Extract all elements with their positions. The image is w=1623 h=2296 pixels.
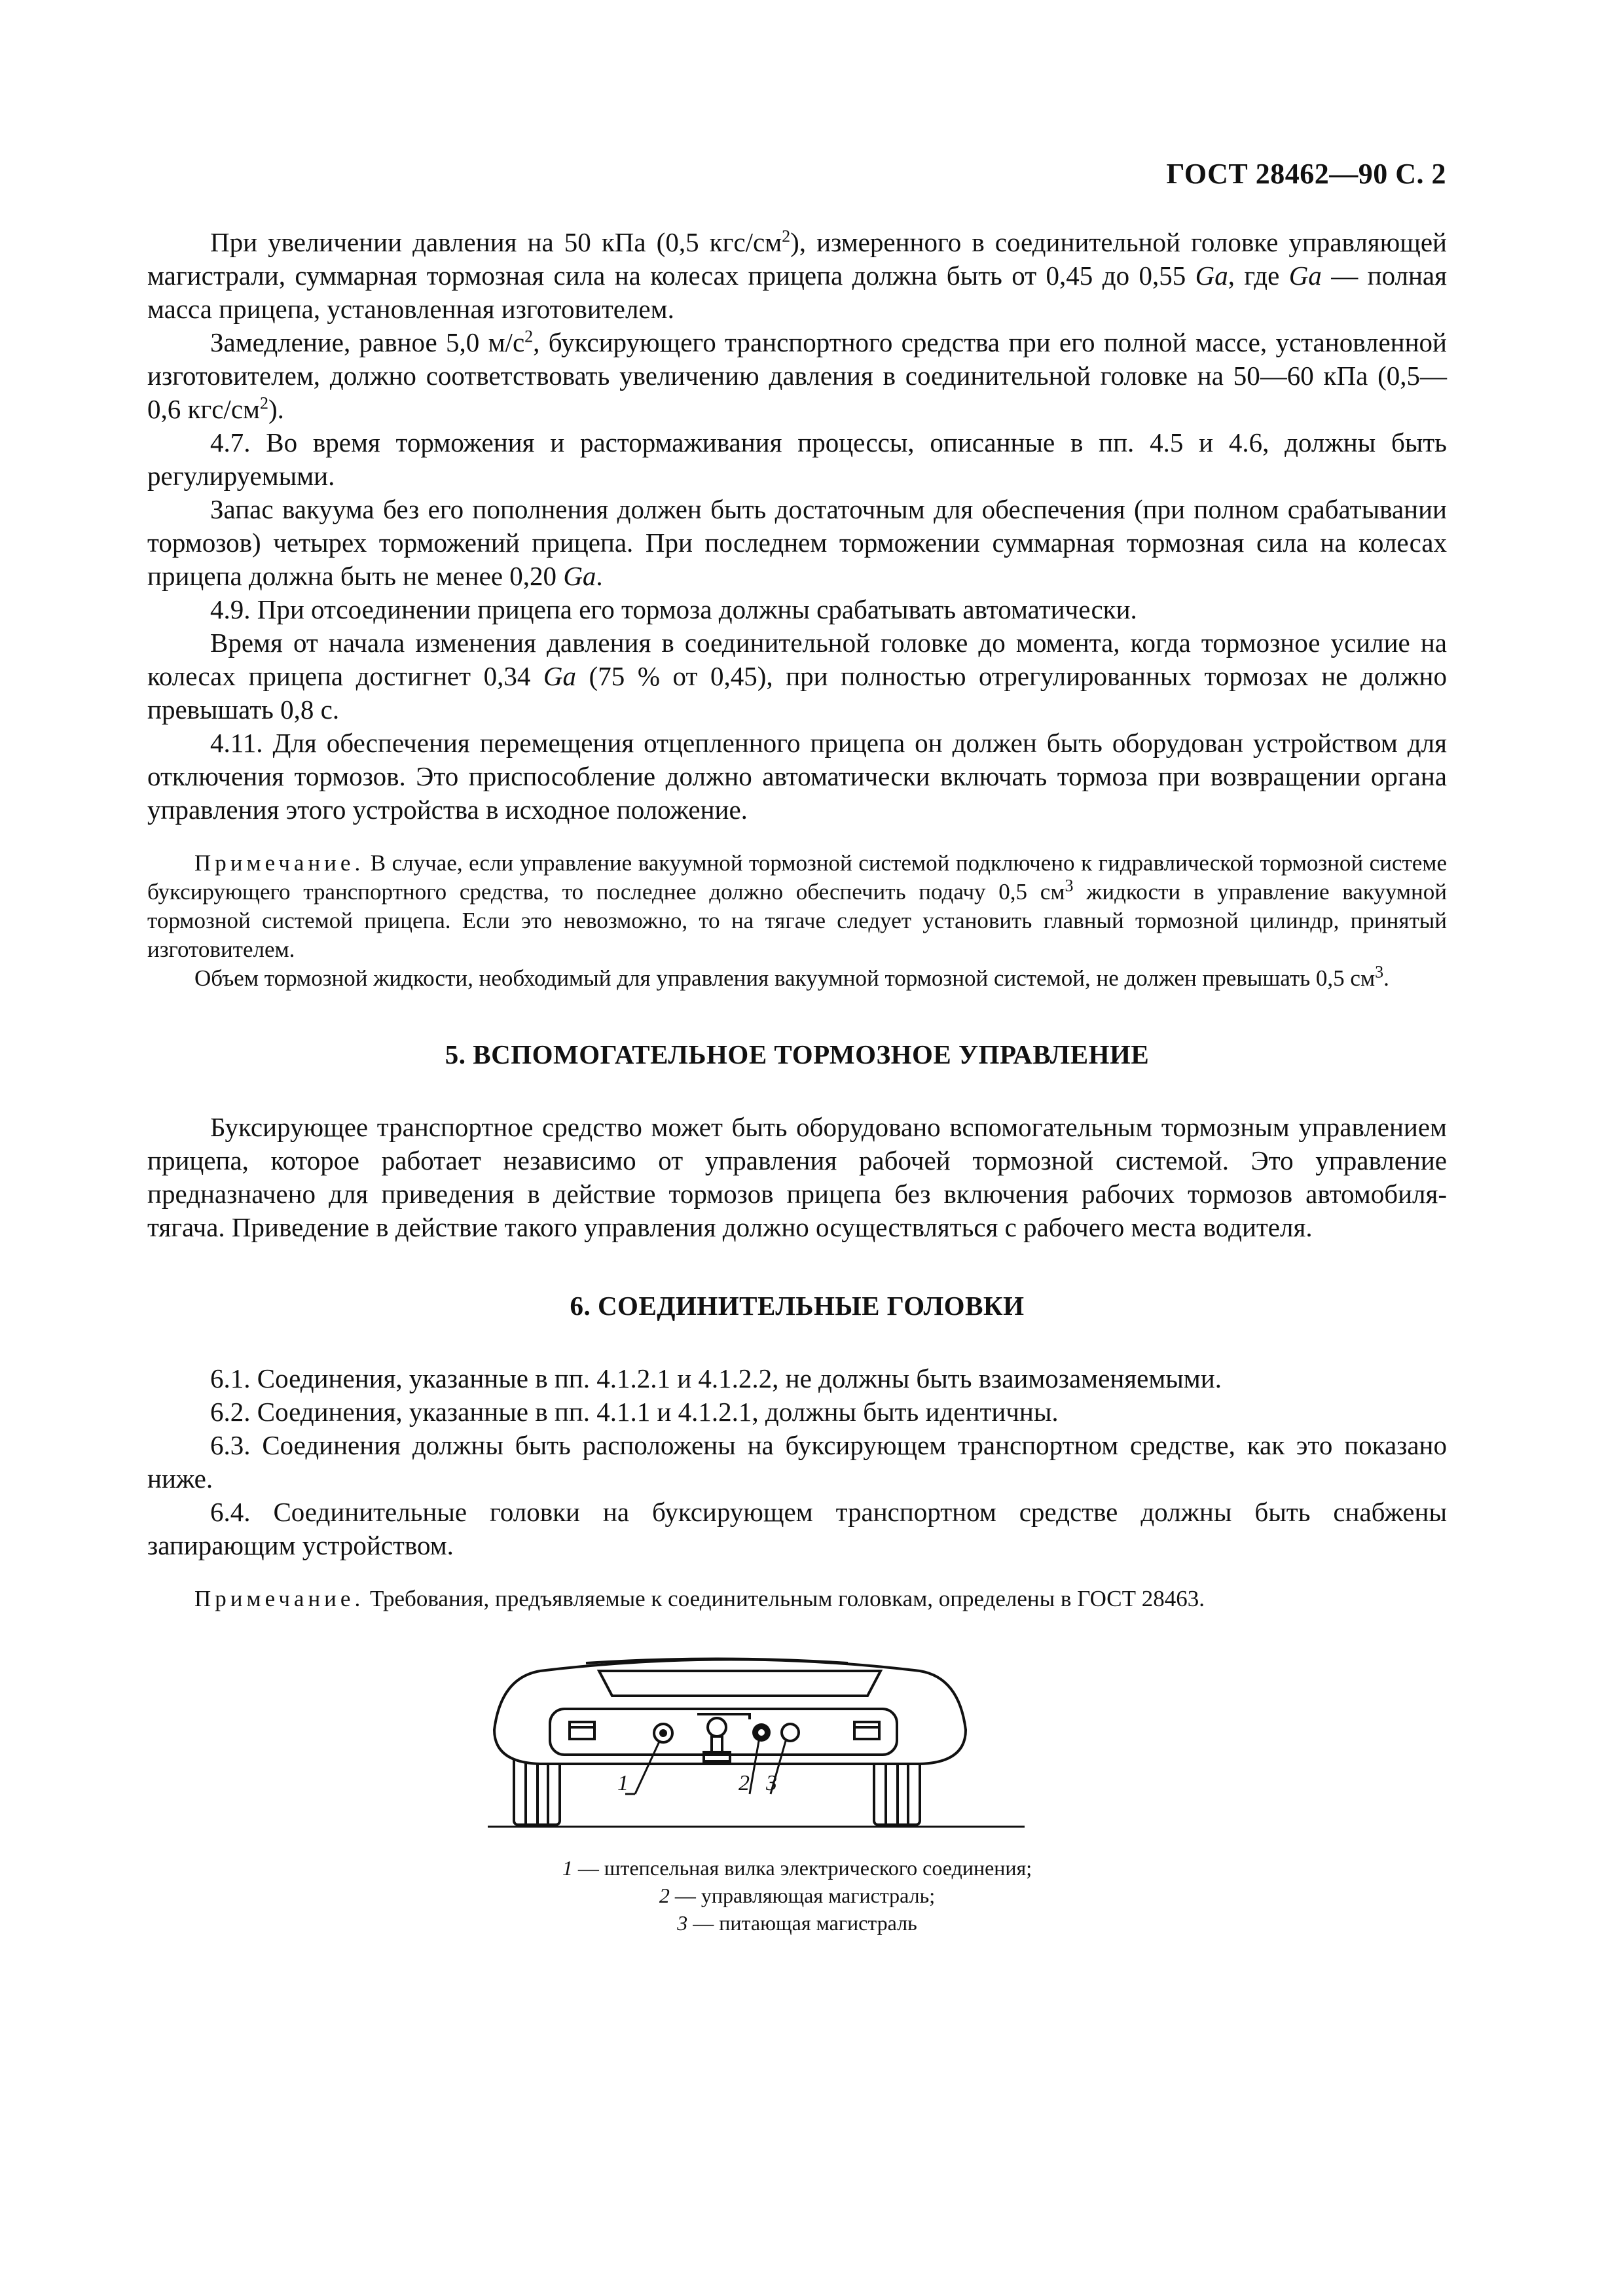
note-section-6 bbox=[147, 1585, 1447, 1613]
paragraph-6-3: 6.3. Соединения должны быть расположены на буксирующем транспортном средстве, как это показано ниже. bbox=[147, 1430, 1447, 1494]
vehicle-rear-diagram bbox=[488, 1651, 1025, 1835]
note-label: Примечание. bbox=[194, 850, 365, 876]
paragraph-4-9: 4.9. При отсоединении прицепа его тормоза должны срабатывать автоматически. bbox=[210, 594, 1137, 624]
paragraph-4-11: 4.11. Для обеспечения перемещения отцепленного прицепа он должен быть оборудован устройством для отключения тормозов. Это приспособление должно автоматически включать тормоза при возвращении органа управления этого устройства в исходное положение. bbox=[147, 728, 1447, 825]
note-text: Требования, предъявляемые к соединительным головкам, определены в ГОСТ 28463. bbox=[369, 1586, 1205, 1611]
paragraph-section-5: Буксирующее транспортное средство может быть оборудовано вспомогательным тормозным управлением прицепа, которое работает независимо от управления рабочей тормозной системой. Это управление предназначено для приведения в действие тормозов прицепа без включения рабочих тормозов автомобиля-тягача. Приведение в действие такого управления должно осуществляться с рабочего места водителя. bbox=[147, 1112, 1447, 1242]
section-5-title: 5. ВСПОМОГАТЕЛЬНОЕ ТОРМОЗНОЕ УПРАВЛЕНИЕ bbox=[445, 1039, 1150, 1069]
paragraph-4-5: При увеличении давления на 50 кПа (0,5 кгс/$см^2$), измеренного в соединительной головке управляющей магистрали, суммарная тормозная сила на колесах прицепа должна быть от 0,45 до 0,55 Ga, где Ga — полная масса прицепа, установленная изготовителем. bbox=[147, 226, 1447, 324]
coupling-figure bbox=[147, 1651, 1447, 1937]
page-content bbox=[147, 226, 1447, 1937]
paragraph-4-8: Запас вакуума без его пополнения должен быть достаточным для обеспечения (при полном срабатывании тормозов) четырех торможений прицепа. При последнем торможении суммарная тормозная сила на колесах прицепа должна быть не менее 0,20 Ga. bbox=[147, 494, 1447, 591]
page-header: ГОСТ 28462—90 С. 2 bbox=[1166, 158, 1446, 190]
legend-item: 1 — штепсельная вилка электрического соединения; bbox=[562, 1856, 1032, 1880]
note-section-4: Примечание. В случае, если управление вакуумной тормозной системой подключено к гидравлической тормозной системе буксирующего транспортного средства, то последнее должно обеспечить подачу 0,5 $см^3$ жидкости в управление вакуумной тормозной системой прицепа. Если это невозможно, то на тягаче следует установить главный тормозной цилиндр, принятый изготовителем. bbox=[147, 850, 1447, 962]
legend-item: 3 — питающая магистраль bbox=[677, 1911, 917, 1935]
note-section-4-continued: Объем тормозной жидкости, необходимый для управления вакуумной тормозной системой, не должен превышать 0,5 $см^3$. bbox=[194, 962, 1389, 991]
paragraph-4-6: Замедление, равное 5,0 $м/с^2$, буксирующего транспортного средства при его полной массе, установленной изготовителем, должно соответствовать увеличению давления в соединительной головке на 50—60 кПа (0,5—0,6 кгс/$см^2$). bbox=[147, 327, 1447, 424]
callout-3: 3 bbox=[766, 1771, 777, 1795]
paragraph-4-7: 4.7. Во время торможения и растормаживания процессы, описанные в пп. 4.5 и 4.6, должны быть регулируемыми. bbox=[147, 427, 1447, 491]
legend-item: 2 — управляющая магистраль; bbox=[659, 1884, 936, 1907]
paragraph-6-4: 6.4. Соединительные головки на буксирующем транспортном средстве должны быть снабжены запирающим устройством. bbox=[147, 1497, 1447, 1560]
callout-1: 1 bbox=[617, 1771, 629, 1795]
paragraph-6-1: 6.1. Соединения, указанные в пп. 4.1.2.1 и 4.1.2.2, не должны быть взаимозаменяемыми. bbox=[210, 1363, 1222, 1393]
socket-3-supply-line bbox=[782, 1724, 799, 1741]
callout-2: 2 bbox=[739, 1771, 750, 1795]
paragraph-6-2: 6.2. Соединения, указанные в пп. 4.1.1 и 4.1.2.1, должны быть идентичны. bbox=[210, 1397, 1059, 1427]
paragraph-4-10: Время от начала изменения давления в соединительной головке до момента, когда тормозное усилие на колесах прицепа достигнет 0,34 Ga (75 % от 0,45), при полностью отрегулированных тормозах не должно превышать 0,8 с. bbox=[147, 628, 1447, 725]
figure-legend bbox=[147, 1854, 1447, 1937]
note-label: Примечание. bbox=[194, 1586, 365, 1611]
section-6-title: 6. СОЕДИНИТЕЛЬНЫЕ ГОЛОВКИ bbox=[570, 1291, 1025, 1321]
